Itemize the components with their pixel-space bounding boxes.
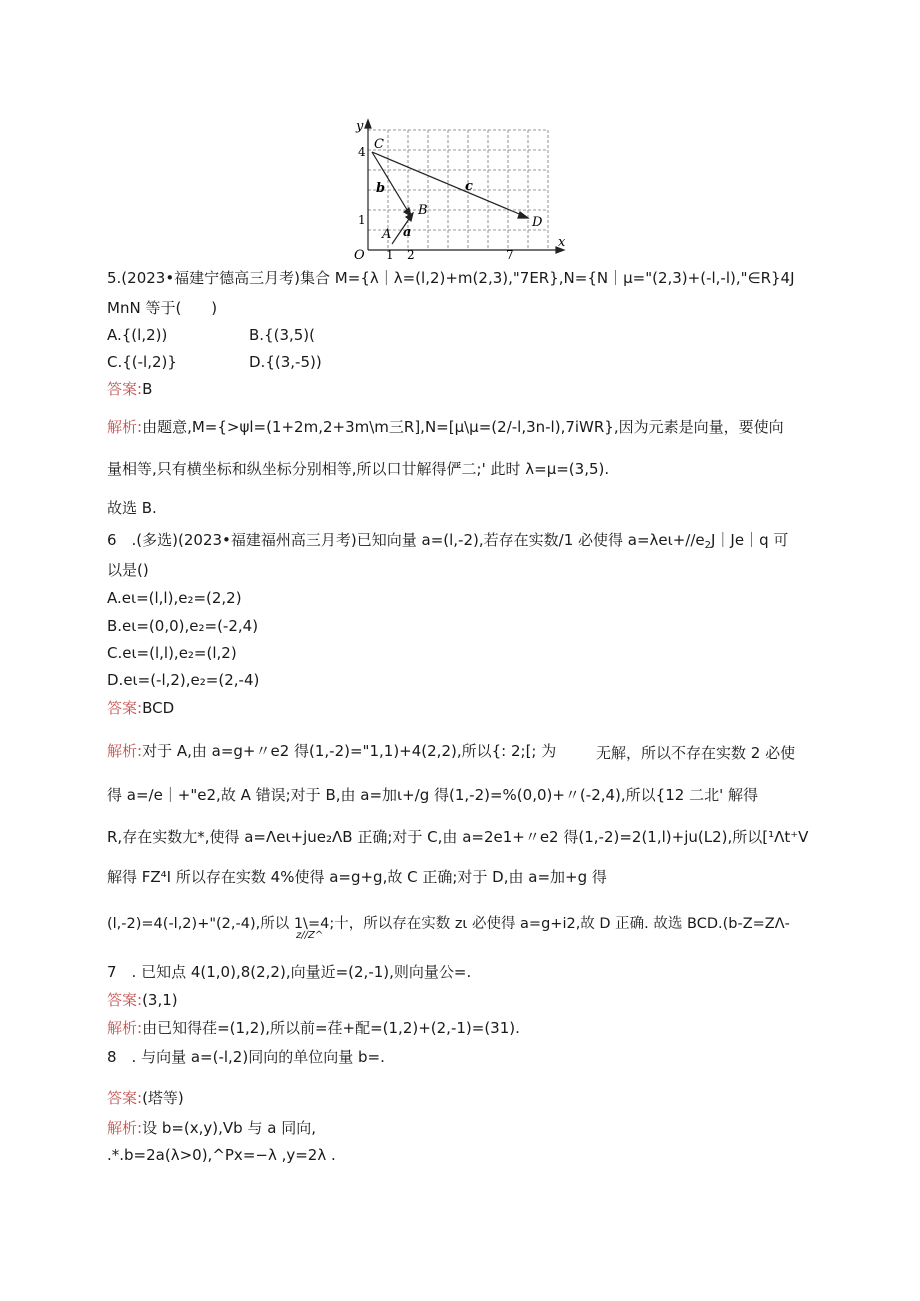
q5-option-a: A.{(l,2)) [107,326,168,344]
q6-analysis-line1-right: 无解，所以不存在实数 2 必使 [596,744,796,762]
vector-a-label: a [403,225,412,240]
origin-label: O [354,248,365,260]
q6-analysis-line3: R,存在实数尢*,使得 a=Λeι+jue₂ΛB 正确;对于 C,由 a=2e1+〃e2 得(1,-2)=2(1,l)+ju(L2),所以[¹Λt⁺V [107,828,809,846]
q7-analysis [107,1018,520,1038]
q5-analysis-line3: 故选 B. [107,499,157,517]
q8-analysis-label: 解析: [107,1119,143,1137]
point-D-label: D [532,215,543,230]
x-tick-7: 7 [506,248,514,260]
q7-answer [107,990,178,1010]
q6-analysis-line2: 得 a=∕e｜+"e2,故 A 错误;对于 B,由 a=加ι+∕g 得(1,-2)=%(0,0)+〃(-2,4),所以{12 二北' 解得 [107,786,758,804]
vector-b-label: b [376,181,386,196]
q8-stem: 8 . 与向量 a=(-l,2)同向的单位向量 b=. [107,1048,385,1066]
q8-analysis-line2: .*.b=2a(λ>0),^Px=−λ ,y=2λ . [107,1146,336,1164]
q7-stem: 7 . 已知点 4(1,0),8(2,2),向量近=(2,-1),则向量公=. [107,963,472,981]
point-A-label: A [382,227,392,242]
q7-analysis-text: 由已知得荏=(1,2),所以前=荏+配=(1,2)+(2,-1)=(31). [142,1019,520,1037]
q6-stem-sub: 2 [704,540,711,551]
q7-answer-label: 答案: [107,991,143,1009]
q5-analysis-line1 [107,417,784,437]
q6-analysis-line5: (l,-2)=4(-l,2)+"(2,-4),所以 1\=4;十，所以存在实数 zι 必使得 a=g+i2,故 D 正确. 故选 BCD.(b-Z=ZΛ- [107,916,790,932]
q6-answer-label: 答案: [107,699,143,717]
y-tick-4: 4 [358,145,366,159]
q6-option-a: A.eι=(l,l),e₂=(2,2) [107,589,242,607]
q6-stem-text1: 6 .(多选)(2023•福建福州高三月考)已知向量 a=(l,-2),若存在实数/1 必使得 a=λeι+∕∕e [107,531,705,549]
vector-grid-figure [348,118,574,260]
q5-stem-line1: 5.(2023•福建宁德高三月考)集合 M={λ｜λ=(l,2)+m(2,3),"7ER},N={N｜μ="(2,3)+(-l,-l),"∈R}4J [107,269,795,287]
q6-stem-line1 [107,530,788,556]
q5-option-c: C.{(-l,2)} [107,353,177,371]
q7-analysis-label: 解析: [107,1019,143,1037]
q6-option-b: B.eι=(0,0),e₂=(-2,4) [107,617,259,635]
q5-answer [107,379,152,399]
point-C-label: C [374,137,384,152]
q6-stem-line2: 以是() [107,561,149,579]
axis-y-label: y [356,119,364,134]
vector-c-label: c [465,179,473,194]
q5-analysis-text1: 由题意,M={>ψl=(1+2m,2+3m\m三R],N=[μ\μ=(2/-l,3n-l),7iWR},因为元素是向量，要使向 [142,418,784,436]
q6-option-c: C.eι=(l,l),e₂=(l,2) [107,644,237,662]
axis-x-label: x [558,235,566,250]
y-tick-1: 1 [358,213,366,227]
q5-analysis-line2: 量相等,只有横坐标和纵坐标分别相等,所以口廿解得俨二;' 此时 λ=μ=(3,5). [107,460,610,478]
point-B-label: B [418,203,428,218]
q8-analysis-text1: 设 b=(x,y),Vb 与 a 同向, [142,1119,316,1137]
q5-option-d: D.{(3,-5)) [249,353,322,371]
x-tick-1: 1 [386,248,394,260]
q8-answer-label: 答案: [107,1089,143,1107]
q8-analysis-line1 [107,1118,316,1138]
q5-answer-label: 答案: [107,380,143,398]
q8-answer-value: (塔等) [142,1089,184,1107]
q6-analysis-line1 [107,741,556,761]
q6-option-d: D.eι=(-l,2),e₂=(2,-4) [107,671,260,689]
q7-answer-value: (3,1) [142,991,178,1009]
q6-answer-value: BCD [142,699,175,717]
q5-option-b: B.{(3,5)( [249,326,316,344]
q6-analysis-line4: 解得 FZ⁴I 所以存在实数 4%使得 a=g+g,故 C 正确;对于 D,由 a=加+g 得 [107,868,607,886]
q6-stem-tail: J｜Je｜q 可 [711,531,789,549]
x-tick-2: 2 [407,248,415,260]
q6-answer [107,698,174,718]
q8-answer [107,1088,184,1108]
q5-analysis-label: 解析: [107,418,143,436]
q6-analysis-label: 解析: [107,742,143,760]
q6-analysis-text1: 对于 A,由 a=g+〃e2 得(1,-2)="1,1)+4(2,2),所以{: 2;[; 为 [142,742,557,760]
q5-answer-value: B [142,380,153,398]
q6-analysis-line5-sub: z∕∕Z^ [296,930,324,941]
q5-stem-line2: MnN 等于( ) [107,299,218,317]
